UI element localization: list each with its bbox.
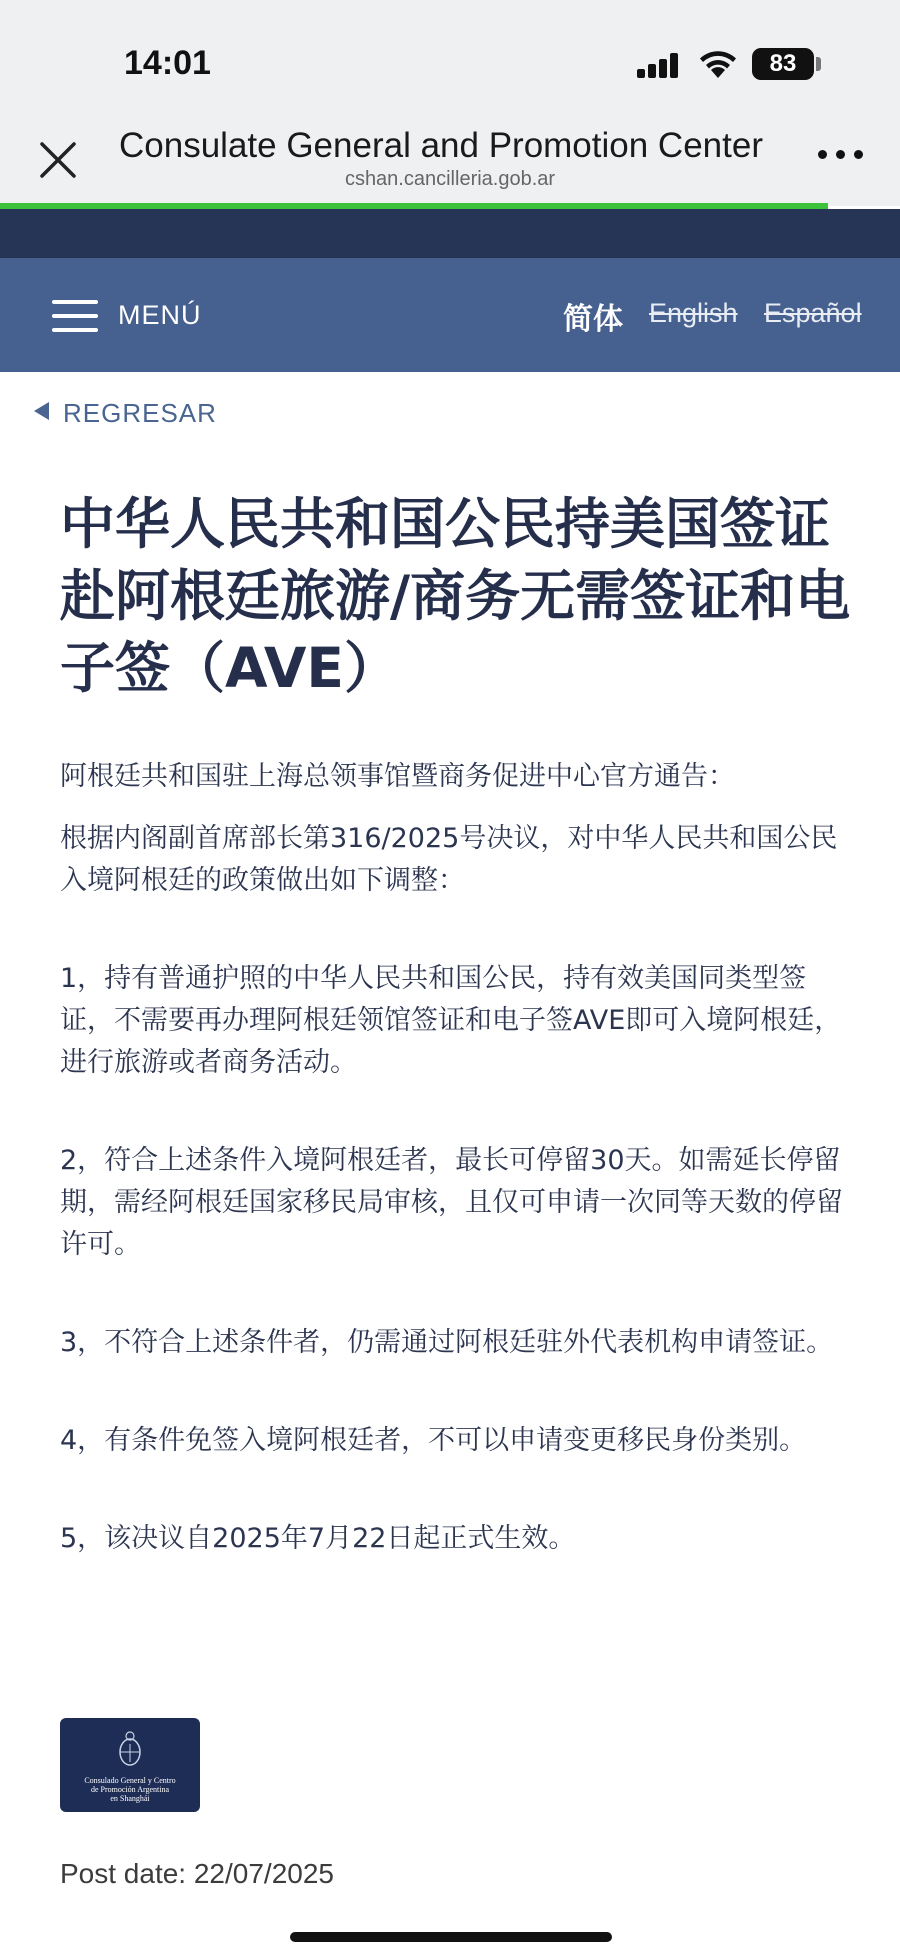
post-date: Post date: 22/07/2025 — [60, 1858, 334, 1889]
lang-chinese[interactable]: 简体 — [563, 302, 623, 337]
browser-header — [0, 110, 900, 206]
menu-button[interactable]: MENÚ — [118, 300, 202, 330]
battery-icon: 83 — [752, 48, 814, 80]
back-arrow-icon — [34, 402, 49, 420]
policy-item: 2，符合上述条件入境阿根廷者，最长可停留30天。如需延长停留期，需经阿根廷国家移民局审核，且仅可申请一次同等天数的停留许可。 — [60, 1145, 843, 1260]
lang-english[interactable]: English — [649, 298, 738, 328]
policy-item: 4，有条件免签入境阿根廷者，不可以申请变更移民身份类别。 — [60, 1425, 807, 1456]
home-indicator[interactable] — [290, 1932, 612, 1942]
back-label: REGRESAR — [63, 398, 217, 428]
article-body — [60, 756, 850, 1560]
menu-icon[interactable] — [52, 300, 98, 332]
intro-paragraph: 根据内阁副首席部长第316/2025号决议，对中华人民共和国公民入境阿根廷的政策做出如下调整： — [60, 823, 838, 896]
article-title: 中华人民共和国公民持美国签证赴阿根廷旅游/商务无需签证和电子签（AVE） — [60, 492, 851, 700]
page-url: cshan.cancilleria.gob.ar — [344, 168, 556, 190]
cellular-signal-icon — [637, 52, 679, 78]
lang-spanish[interactable]: Español — [764, 298, 862, 328]
policy-item: 1，持有普通护照的中华人民共和国公民，持有效美国同类型签证，不需要再办理阿根廷领馆签证和电子签AVE即可入境阿根廷，进行旅游或者商务活动。 — [60, 963, 842, 1078]
battery-tip — [816, 57, 821, 71]
more-options-icon[interactable] — [818, 140, 864, 160]
intro-paragraph: 阿根廷共和国驻上海总领事馆暨商务促进中心官方通告： — [60, 761, 735, 792]
site-top-strip — [0, 209, 900, 258]
wifi-icon — [698, 48, 738, 80]
status-time: 14:01 — [124, 44, 211, 82]
consulate-logo — [60, 1718, 200, 1812]
coat-of-arms-icon — [116, 1730, 144, 1770]
back-link[interactable] — [34, 398, 217, 429]
site-nav — [0, 258, 900, 372]
policy-item: 5，该决议自2025年7月22日起正式生效。 — [60, 1523, 576, 1554]
status-bar — [0, 0, 900, 110]
page-title: Consulate General and Promotion Center — [119, 126, 763, 165]
logo-text: Consulado General y Centro de Promoción Argentina en Shanghái — [84, 1776, 176, 1803]
policy-item: 3，不符合上述条件者，仍需通过阿根廷驻外代表机构申请签证。 — [60, 1327, 834, 1358]
